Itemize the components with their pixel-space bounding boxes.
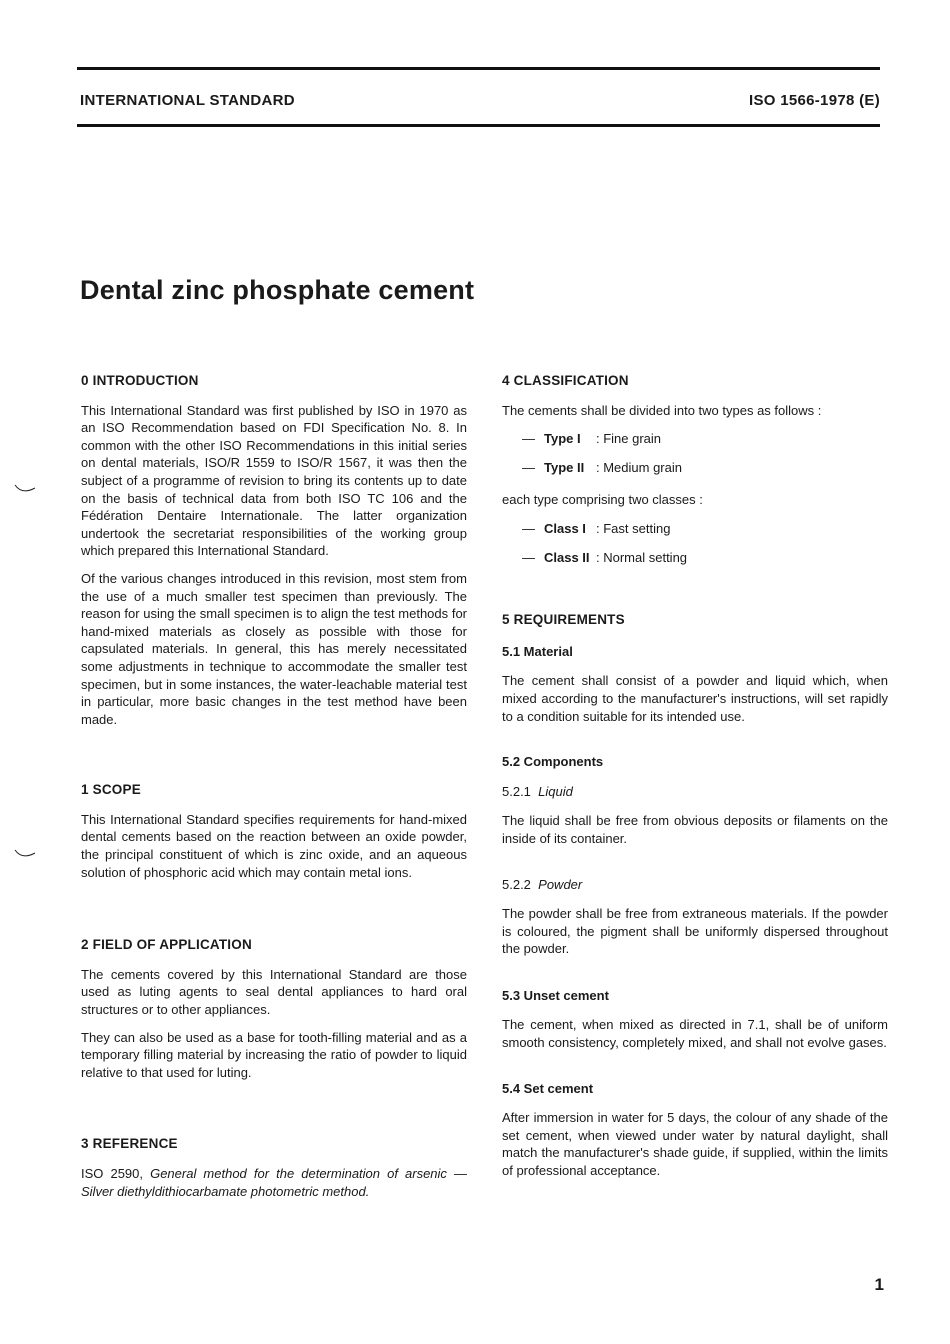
section-5-2-1-title: Liquid	[538, 783, 573, 799]
header-doc-number: ISO 1566-1978 (E)	[748, 92, 880, 109]
reference-title: General method for the determination of arsenic — Silver diethyldithiocarbamate photometric method.	[81, 1166, 467, 1199]
document-title: Dental zinc phosphate cement	[80, 275, 475, 305]
type-term: Type I	[544, 431, 581, 447]
powder-paragraph: The powder shall be free from extraneous materials. If the powder is coloured, the pigment shall be uniformly dispersed throughout the powder.	[502, 906, 888, 957]
left-column	[81, 372, 467, 1200]
page-number: 1	[874, 1275, 884, 1294]
reference-entry	[81, 1165, 467, 1200]
section-5-heading: 5 REQUIREMENTS	[502, 612, 625, 628]
class-item	[502, 520, 888, 538]
section-5-3-heading: 5.3 Unset cement	[502, 987, 609, 1003]
section-3-heading: 3 REFERENCE	[81, 1136, 178, 1152]
field-of-application-paragraph-2: They can also be used as a base for tooth-filling material and as a temporary filling material by increasing the ratio of powder to liquid relative to that used for luting.	[81, 1029, 467, 1080]
header-bottom-rule	[77, 124, 880, 127]
section-4-heading: 4 CLASSIFICATION	[502, 373, 629, 388]
margin-check-mark-2	[14, 849, 36, 859]
section-2-heading: 2 FIELD OF APPLICATION	[81, 937, 252, 953]
section-0-heading: 0 INTRODUCTION	[81, 373, 199, 388]
section-5-2-2-title: Powder	[538, 876, 583, 892]
header-top-rule	[77, 67, 880, 70]
list-dash: —	[522, 520, 535, 536]
section-5-4-heading: 5.4 Set cement	[502, 1080, 594, 1096]
margin-check-mark-1	[14, 484, 36, 494]
section-5-1-heading: 5.1 Material	[502, 643, 573, 659]
section-5-2-2-number: 5.2.2	[502, 876, 531, 892]
section-5-2-heading: 5.2 Components	[502, 754, 604, 770]
class-description: : Fast setting	[596, 520, 671, 536]
right-column	[502, 372, 888, 1180]
liquid-paragraph: The liquid shall be free from obvious deposits or filaments on the inside of its container.	[502, 813, 888, 846]
type-item	[502, 459, 888, 477]
type-description: : Fine grain	[596, 431, 662, 447]
classes-intro: each type comprising two classes :	[502, 492, 703, 508]
header-doc-type: INTERNATIONAL STANDARD	[80, 92, 295, 109]
section-1-heading: 1 SCOPE	[81, 782, 141, 798]
material-paragraph: The cement shall consist of a powder and liquid which, when mixed according to the manufacturer's instructions, will set rapidly to a condition suitable for its intended use.	[502, 673, 888, 724]
class-item	[502, 549, 888, 567]
list-dash: —	[522, 459, 535, 475]
type-description: : Medium grain	[596, 459, 682, 475]
introduction-paragraph-1: This International Standard was first published by ISO in 1970 as an ISO Recommendation based on FDI Specification No. 8. In common with the other ISO Recommendations in this initial series on dental materials, ISO/R 1559 to ISO/R 1567, it was then the subject of a programme of revision to bring its contents up to date on the basis of technical data from both ISO TC 106 and the Fédération Dentaire Internationale. The latter organization undertook the secretariat responsibilities of the working group which prepared this International Standard.	[81, 402, 467, 559]
class-description: : Normal setting	[596, 549, 688, 565]
section-5-2-2-heading	[502, 876, 888, 894]
unset-cement-paragraph: The cement, when mixed as directed in 7.1, shall be of uniform smooth consistency, completely mixed, and shall not evolve gases.	[502, 1017, 888, 1051]
list-dash: —	[522, 431, 535, 447]
class-term: Class II	[544, 549, 590, 565]
type-term: Type II	[544, 459, 585, 475]
type-item	[502, 430, 888, 448]
classification-intro: The cements shall be divided into two types as follows :	[502, 402, 822, 418]
section-5-2-1-heading	[502, 783, 888, 801]
reference-number: ISO 2590,	[81, 1166, 144, 1181]
field-of-application-paragraph-1: The cements covered by this International Standard are those used as luting agents to seal dental appliances to hard oral structures or to other appliances.	[81, 966, 467, 1018]
set-cement-paragraph: After immersion in water for 5 days, the colour of any shade of the set cement, when viewed under water by natural daylight, shall match the manufacturer's shade guide, if supplied, within the limits of professional acceptance.	[502, 1110, 888, 1179]
scope-paragraph: This International Standard specifies requirements for hand-mixed dental cements based on the reaction between an oxide powder, the principal constituent of which is zinc oxide, and an aqueous solution of phosphoric acid which may contain metal ions.	[81, 811, 467, 880]
introduction-paragraph-2: Of the various changes introduced in this revision, most stem from the use of a much smaller test specimen than previously. The reason for using the small specimen is to align the test methods for hand-mixed materials as closely as possible with those for capsulated materials. In general, this has merely necessitated some adjustments in technique to accommodate the smaller test specimen, but in some instances, the water-leachable material test in particular, more basic changes in the test method have been made.	[81, 570, 467, 727]
list-dash: —	[522, 549, 535, 565]
class-term: Class I	[544, 520, 586, 536]
section-5-2-1-number: 5.2.1	[502, 783, 531, 799]
